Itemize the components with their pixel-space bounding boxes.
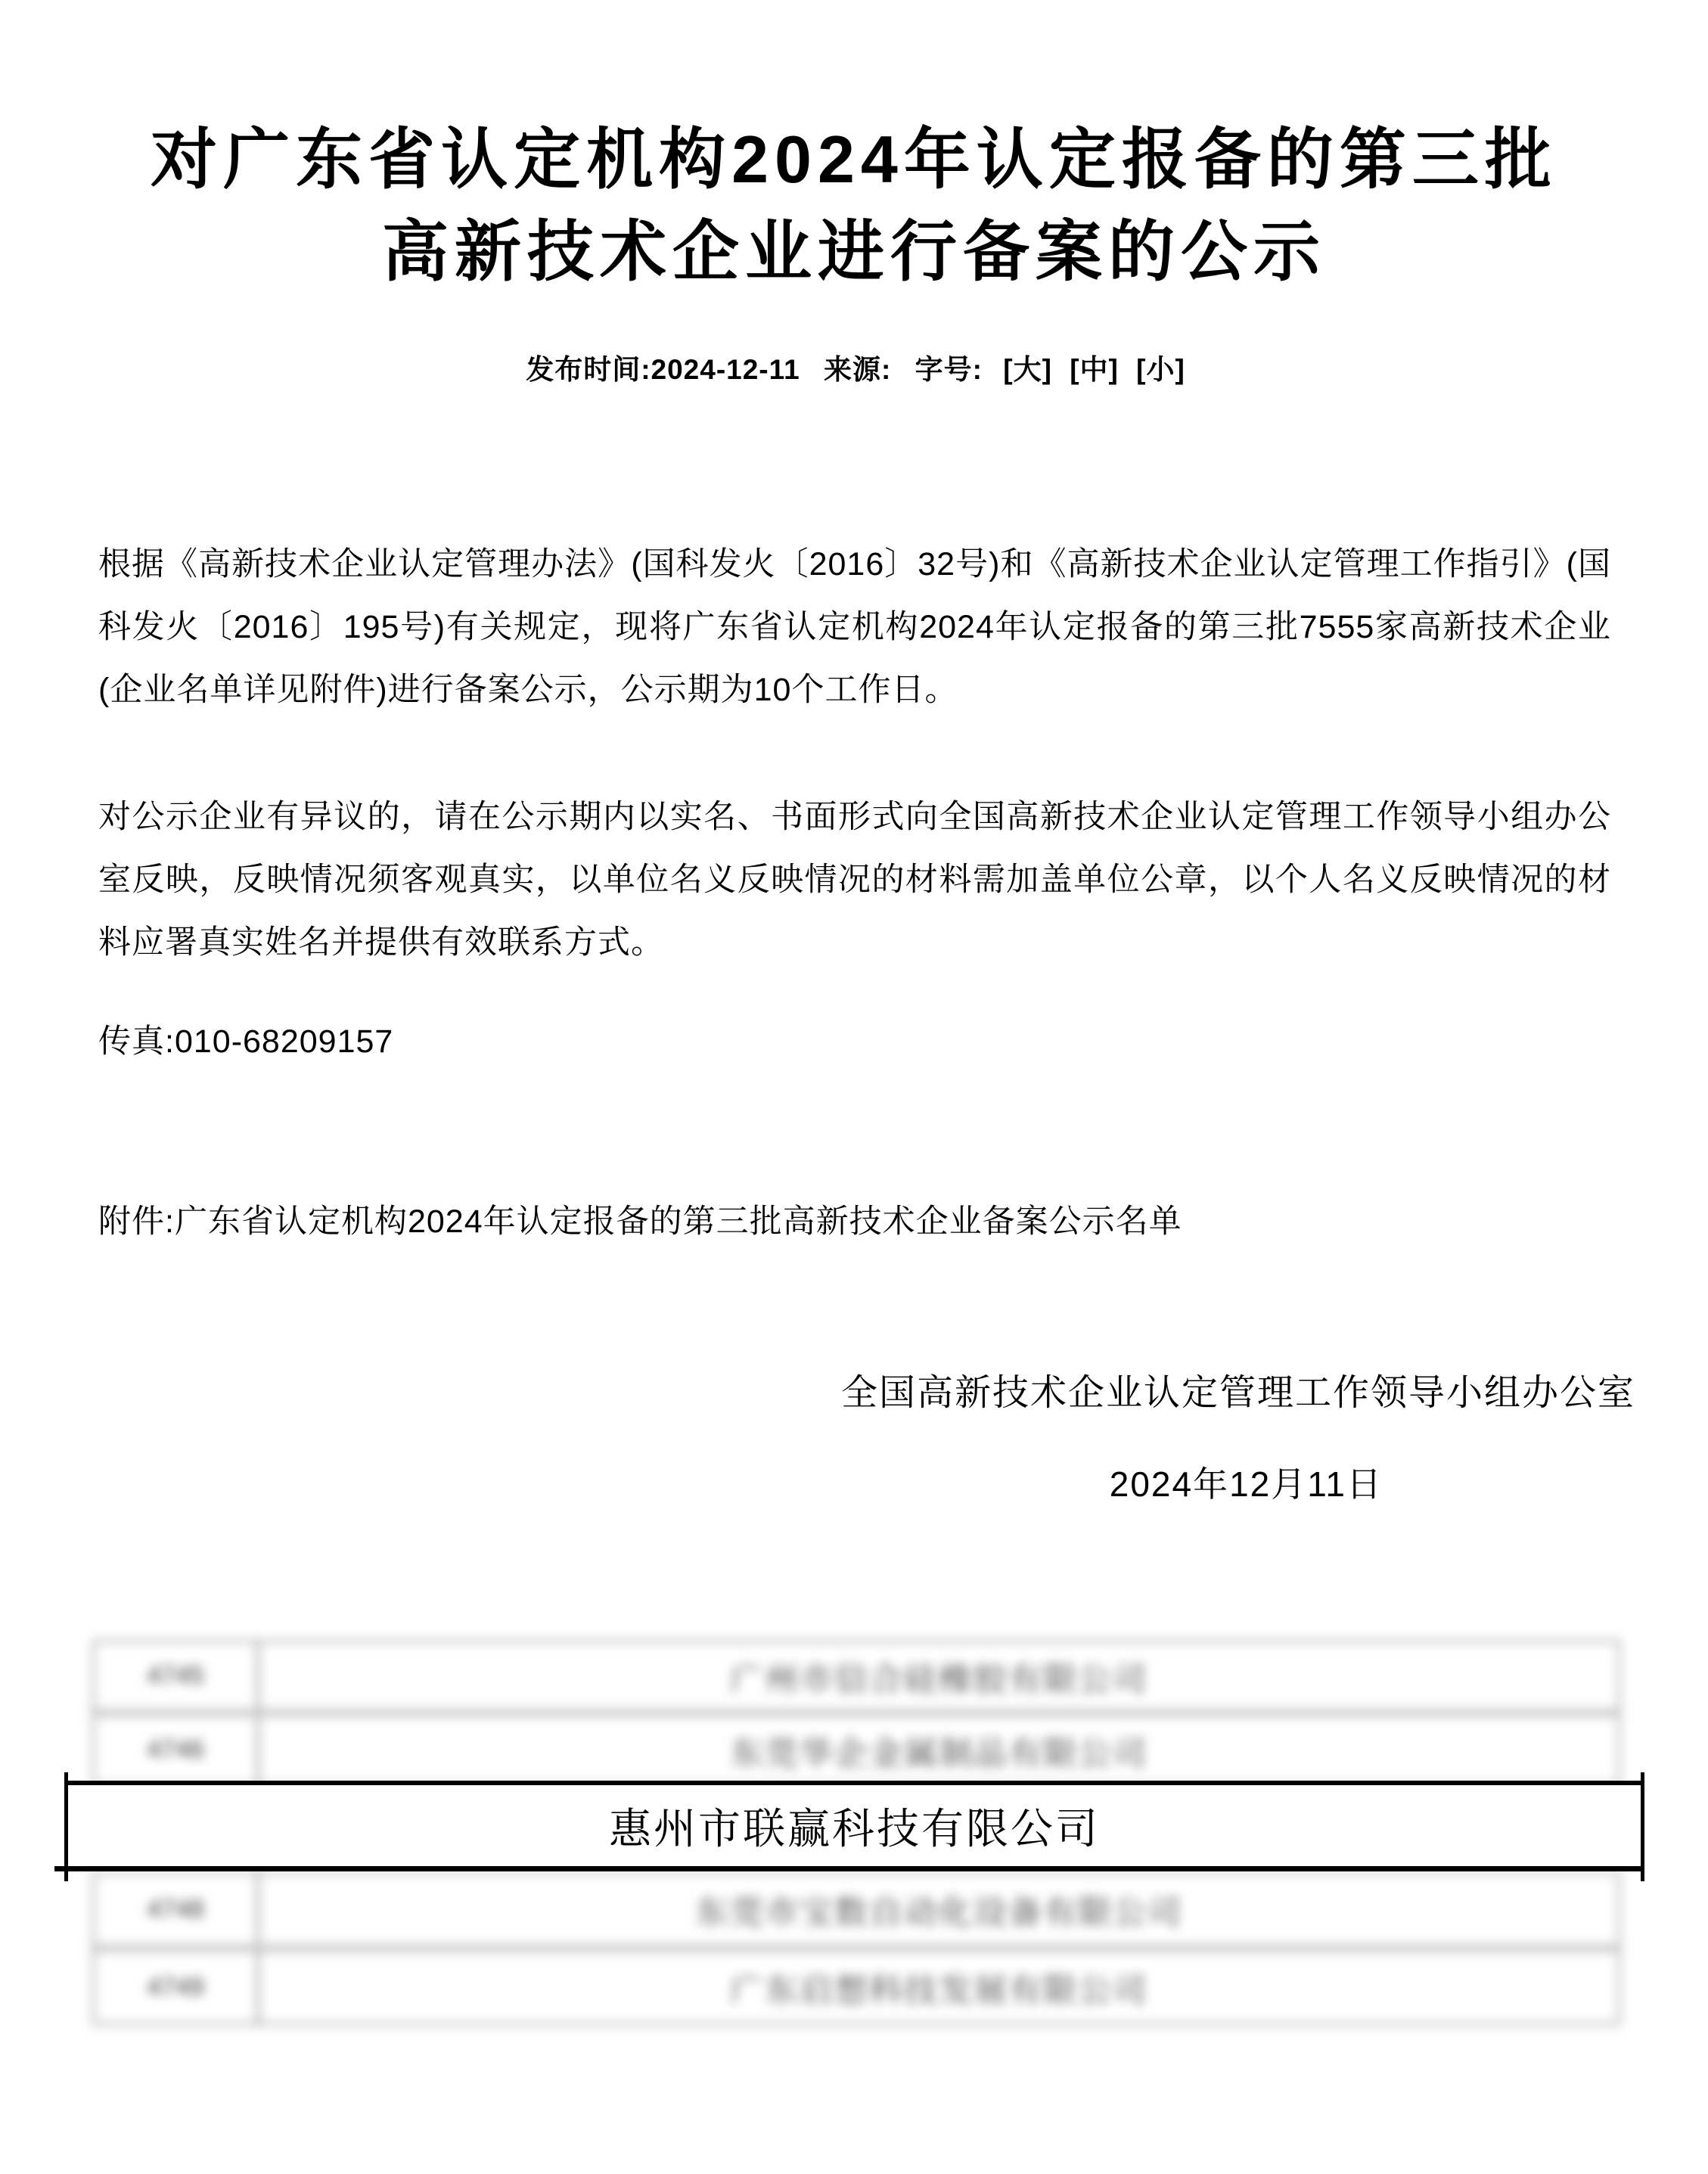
selection-border-stub <box>64 1772 68 1781</box>
selection-border-stub <box>1641 1772 1644 1781</box>
font-size-small-button[interactable]: [小] <box>1136 354 1185 385</box>
signature-date: 2024年12月11日 <box>1109 1464 1383 1504</box>
table-cell-number: 4746 <box>95 1716 259 1784</box>
page-title-line2: 高新技术企业进行备案的公示 <box>381 214 1326 289</box>
table-cell-number: 4748 <box>95 1874 259 1945</box>
paragraph-basis: 根据《高新技术企业认定管理办法》(国科发火〔2016〕32号)和《高新技术企业认定管理工作指引》(国科发火〔2016〕195号)有关规定，现将广东省认定机构2024年认定报备的第三批7555家高新技术企业(企业名单详见附件)进行备案公示，公示期为10个工作日。 <box>98 546 1611 708</box>
signature-office: 全国高新技术企业认定管理工作领导小组办公室 <box>840 1373 1635 1413</box>
selection-border-stub <box>64 1871 68 1881</box>
font-size-label: 字号: <box>915 354 983 385</box>
table-cell-company: 东莞市宝数自动化设备有限公司 <box>695 1894 1182 1931</box>
selection-border-stub <box>54 1866 64 1871</box>
table-row <box>95 1874 1618 1952</box>
selection-border-stub <box>1641 1871 1644 1881</box>
source-label: 来源: <box>824 354 892 385</box>
page-title <box>0 113 1708 298</box>
font-size-large-button[interactable]: [大] <box>1003 354 1052 385</box>
fax-line: 传真:010-68209157 <box>98 1023 394 1060</box>
paragraph-objection: 对公示企业有异议的，请在公示期内以实名、书面形式向全国高新技术企业认定管理工作领导小组办公室反映，反映情况须客观真实，以单位名义反映情况的材料需加盖单位公章，以个人名义反映情况的材料应署真实姓名并提供有效联系方式。 <box>98 799 1611 961</box>
document-body <box>98 533 1611 1253</box>
table-row <box>95 1716 1618 1784</box>
font-size-medium-button[interactable]: [中] <box>1070 354 1119 385</box>
publish-time: 发布时间:2024-12-11 <box>526 354 800 385</box>
meta-line <box>0 346 1708 387</box>
company-table-upper <box>92 1640 1620 1786</box>
highlighted-company-row[interactable] <box>64 1781 1644 1871</box>
table-cell-company: 广东启想科技发展有限公司 <box>730 1972 1147 2009</box>
attachment-line: 附件:广东省认定机构2024年认定报备的第三批高新技术企业备案公示名单 <box>98 1203 1182 1240</box>
table-cell-company: 东莞华企金属制品有限公司 <box>730 1735 1147 1772</box>
highlighted-company-name: 惠州市联赢科技有限公司 <box>609 1804 1100 1853</box>
table-row <box>95 1952 1618 2023</box>
table-cell-company: 广州市信合硅橡胶有限公司 <box>730 1660 1147 1698</box>
table-cell-number: 4749 <box>95 1952 259 2023</box>
page-title-line1: 对广东省认定机构2024年认定报备的第三批 <box>151 122 1557 197</box>
table-cell-number: 4745 <box>95 1642 259 1710</box>
table-row <box>95 1642 1618 1716</box>
company-table-lower <box>92 1871 1620 2025</box>
